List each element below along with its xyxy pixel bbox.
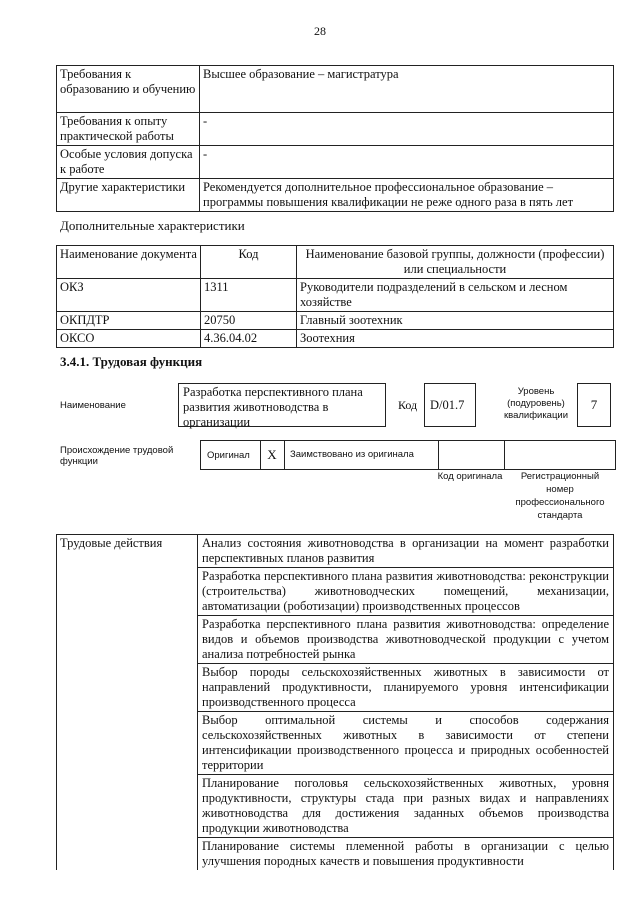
labor-action-item: Разработка перспективного плана развития животноводства: определение видов и объемов производства животноводческой продукции с учетом анализа потребностей рынка [198,616,614,664]
table-row [57,113,614,146]
table-row [57,279,614,312]
table-cell: 20750 [201,312,297,330]
labor-action-item: Выбор оптимальной системы и способов содержания сельскохозяйственных животных в зависимости от степени интенсификации производственного процесса и природных особенностей территории [198,712,614,775]
code-caption: Код оригинала [437,471,503,482]
function-code-box: D/01.7 [424,383,476,427]
column-header: Наименование документа [57,246,201,279]
requirement-value: - [200,146,614,179]
page-number: 28 [314,24,326,38]
original-cell [201,441,261,469]
requirement-label: Особые условия допуска к работе [57,146,200,179]
table-cell: ОКЗ [57,279,201,312]
borrowed-label: Заимствовано из оригинала [290,449,414,460]
requirement-value: Высшее образование – магистратура [200,66,614,113]
classifier-table [56,245,614,348]
original-code-cell [438,441,505,469]
section-title: 3.4.1. Трудовая функция [60,354,203,369]
requirement-value: - [200,113,614,146]
labor-action-item: Выбор породы сельскохозяйственных животных в зависимости от направлений продуктивности, планируемого уровня интенсификации производственного процесса [198,664,614,712]
labor-action-item: Разработка перспективного плана развития животноводства: реконструкции (строительства) животноводческих помещений, механизации, автоматизации (роботизации) производственных процессов [198,568,614,616]
function-name-box: Разработка перспективного плана развития животноводства в организации [178,383,386,427]
table-cell: Главный зоотехник [297,312,614,330]
registration-caption: Регистрационный номер профессионального стандарта [515,471,605,521]
labor-action-item: Планирование поголовья сельскохозяйственных животных, уровня продуктивности, структуры стада при разных видах и направлениях животноводства для достижения заданных объемов производства продукции животноводства [198,775,614,838]
table-cell: 1311 [201,279,297,312]
table-row [57,312,614,330]
table-cell: Руководители подразделений в сельском и лесном хозяйстве [297,279,614,312]
requirements-table [56,65,614,212]
requirement-value: Рекомендуется дополнительное профессиональное образование – программы повышения квалификации не реже одного раза в пять лет [200,179,614,212]
original-mark: X [260,441,285,469]
table-header-row [57,246,614,279]
table-cell: Зоотехния [297,330,614,348]
original-label: Оригинал [207,450,250,461]
table-row [57,146,614,179]
requirement-label: Требования к образованию и обучению [57,66,200,113]
table-cell: ОКСО [57,330,201,348]
table-row [57,330,614,348]
labor-action-item: Анализ состояния животноводства в организации на момент разработки перспективных планов развития [198,535,614,568]
qualification-level-box: 7 [577,383,611,427]
additional-characteristics-heading: Дополнительные характеристики [60,218,245,233]
function-name-label: Наименование [60,400,126,411]
borrowed-cell [284,441,439,469]
origin-label: Происхождение трудовой функции [60,445,174,467]
requirement-label: Другие характеристики [57,179,200,212]
code-label: Код [398,398,418,412]
requirement-label: Требования к опыту практической работы [57,113,200,146]
table-row [57,179,614,212]
labor-actions-label: Трудовые действия [57,535,198,871]
table-row [57,535,614,568]
qualification-level-label: Уровень (подуровень) квалификации [503,386,569,421]
origin-box [200,440,616,470]
column-header: Код [201,246,297,279]
table-cell: ОКПДТР [57,312,201,330]
column-header: Наименование базовой группы, должности (профессии) или специальности [297,246,614,279]
labor-actions-table [56,534,614,870]
labor-action-item: Планирование системы племенной работы в организации с целью улучшения породных качеств и повышения продуктивности [198,838,614,871]
table-cell: 4.36.04.02 [201,330,297,348]
table-row [57,66,614,113]
